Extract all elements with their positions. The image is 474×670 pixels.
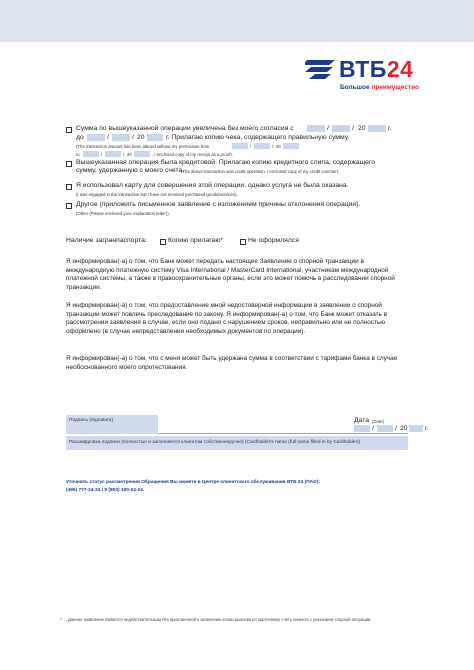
year-suffix: г. [425, 425, 429, 432]
date-separator: / [272, 144, 274, 149]
option-1-to-month-field[interactable] [112, 134, 130, 141]
date-label-english: (Date) [372, 419, 384, 424]
option-1-english: (The transaction amount has been altered without my permission from [76, 144, 210, 149]
option-1-to-day-field[interactable] [87, 134, 105, 141]
option-1-en-to-day-field[interactable] [83, 151, 99, 157]
date-separator: / [101, 152, 103, 157]
footnote-star: * [60, 617, 62, 622]
date-separator: / [123, 152, 125, 157]
signature-line [158, 433, 408, 434]
passport-copy-label: Копию прилагаю* [168, 237, 224, 244]
date-separator: / [327, 125, 329, 132]
date-separator: / [250, 144, 252, 149]
date-separator: / [132, 134, 134, 141]
signature-label: Подпись (Signature) [69, 418, 114, 423]
paragraph-transfer-notice: Я информирован(-а) о том, что Банк может передать настоящее Заявление о спорной транзакции в международную платежную систему Visa International / MasterCard International, участникам международной платежной системы, а также в правоохранительные органы, если это может помочь в расследовании спорной транзакции. [66, 258, 395, 291]
option-2-english: (The above transaction was credit operation. I enclosed copy of my credit voucher). [181, 169, 340, 174]
date-separator: / [107, 134, 109, 141]
paragraph-false-info-notice: Я информирован(-а) о том, что предоставление мной недостоверной информации в заявлении о спорной транзакции может повлечь преследование по закону. Я информирован(-а) о том, что Банк может отказать в рассмотрении заявления в случае, если оно подано с нарушением сроков, неправильно или не полностью оформлено (в случае непредставления необходимых документов по операции). [66, 302, 388, 335]
date-separator: / [395, 425, 397, 432]
option-1-english-end: . I enclosed copy of my receipt as a proof). [152, 152, 233, 157]
signature-month-field[interactable] [377, 425, 393, 432]
passport-label: Наличие загранпаспорта: [66, 237, 147, 244]
logo-name-24: 24 [386, 56, 414, 82]
footnote-text: Данное заявление является недействительным без приложенной к заявлению копии выписки по карточному счету клиента с указанием спорной операции. [68, 617, 372, 622]
logo-slogan-part1: Большое [340, 84, 370, 91]
logo-name [339, 56, 413, 83]
option-3-text: Я использовал карту для совершения этой операции, однако услуга не была оказана. [76, 182, 349, 189]
option-1-from-year-field[interactable] [368, 125, 386, 132]
option-1-to-year-field[interactable] [147, 134, 163, 141]
option-1-en-to-label: to [76, 152, 80, 157]
signature-day-field[interactable] [354, 425, 370, 432]
year-suffix: г. [388, 125, 392, 132]
option-2-text: Вышеуказанная операция была кредитовой. Прилагаю копию кредитного слипа, содержащего [76, 159, 376, 166]
paragraph-fee-notice: Я информирован(-а) о том, что с меня может быть удержана сумма в соответствии с тарифами банка в случае необоснованного моего опротестования. [66, 355, 398, 371]
contact-info-line1: Уточнить статус рассмотрения Обращения Вы можете в Центре клиентского обслуживания ВТБ 24 (ПАО): [66, 480, 320, 485]
option-1-en-to-month-field[interactable] [105, 151, 121, 157]
year-prefix: 20 [276, 144, 281, 149]
option-3-english: (I was engaged in the transaction but I have not received purchased goods/services). [76, 192, 238, 197]
logo-name-vtb: ВТБ [339, 56, 387, 82]
vtb24-logo [305, 56, 455, 106]
date-label: Дата [354, 417, 370, 424]
option-1-from-day-field[interactable] [307, 125, 325, 132]
option-1-en-from-day-field[interactable] [232, 143, 248, 149]
passport-none-checkbox[interactable] [240, 239, 246, 245]
option-2-text-line2: сумму, удержанную с моего счета. [76, 167, 185, 174]
option-1-en-from-year-field[interactable] [283, 143, 299, 149]
year-prefix: 20 [400, 425, 408, 432]
option-4-checkbox[interactable] [66, 203, 72, 209]
year-prefix: 20 [137, 134, 145, 141]
option-2-checkbox[interactable] [66, 161, 72, 167]
logo-slogan-part2: преимущество [371, 84, 419, 91]
option-4-text: Другое (приложить письменное заявление с изложением причины отклонения операции). [76, 201, 361, 208]
option-1-en-from-month-field[interactable] [254, 143, 270, 149]
header-band [0, 0, 474, 42]
contact-phone: (495) 777-24-24 / 8 (800) 100-24-24. [66, 488, 145, 493]
date-separator: / [372, 425, 374, 432]
date-separator: / [352, 125, 354, 132]
option-1-en-to-year-field[interactable] [134, 151, 150, 157]
vtb-stripes-icon [305, 59, 337, 79]
option-3-checkbox[interactable] [66, 184, 72, 190]
option-4-english: (Other (Please enclosed your explanation letter)). [76, 211, 170, 216]
cardholder-name-label: Расшифровка подписи (полностью и заполняется клиентом собственноручно) (Cardholder's name (full name filled in by Cardholder)) [69, 440, 361, 445]
year-prefix: 20 [127, 152, 132, 157]
option-1-to-label: до [76, 134, 84, 141]
passport-copy-checkbox[interactable] [160, 239, 166, 245]
passport-none-label: Не оформлялся [248, 237, 299, 244]
signature-year-field[interactable] [409, 425, 423, 432]
option-1-from-month-field[interactable] [332, 125, 350, 132]
year-prefix: 20 [358, 125, 366, 132]
option-1-checkbox[interactable] [66, 127, 72, 133]
option-1-text-line2: г. Прилагаю копию чека, содержащего правильную сумму. [166, 134, 350, 141]
logo-slogan [340, 84, 419, 91]
option-1-text: Сумма по вышеуказанной операции увеличена без моего согласия с [76, 125, 294, 132]
